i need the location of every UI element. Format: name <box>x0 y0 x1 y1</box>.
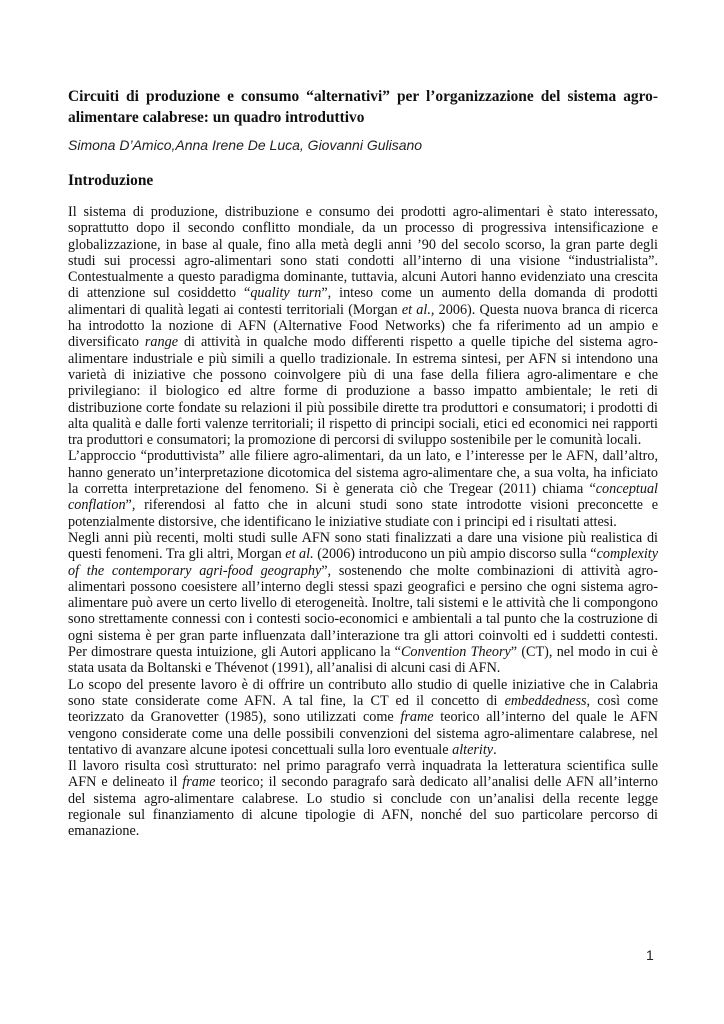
italic-run: et al., <box>401 301 435 318</box>
section-heading: Introduzione <box>68 172 154 189</box>
body-paragraph <box>68 677 658 758</box>
text-run: Lo scopo del presente lavoro è di offrire un contributo allo studio di quelle iniziative che in Calabria sono state considerate come AFN. A tal fine, la CT ed il concetto di <box>68 676 658 709</box>
page-number: 1 <box>646 947 654 963</box>
text-run: (2006) introducono un più ampio discorso sulla “ <box>313 546 597 563</box>
text-run: ” (CT), nel modo in cui è stata usata da Boltanski e Thévenot (1991), all’analisi di alcuni casi di AFN. <box>68 644 658 677</box>
body-paragraph <box>68 204 658 448</box>
italic-run: quality turn <box>250 285 322 302</box>
body-paragraph <box>68 530 658 677</box>
text-run: ”, sostenendo che molte combinazioni di attività agro-alimentari possono coesistere all’interno degli stessi spazi geografici e persino che ogni sistema agro-alimentare può avere un certo livello di eterogeneità. Inoltre, tali sistemi e le attività che li compongono sono strettamente connessi con i contesti socio-economici e ambientali a tal punto che la costruzione di ogni sistema è per gran parte influenzata dall’interazione tra gli attori coinvolti ed i suddetti contesti. Per dimostrare questa intuizione, gli Autori applicano la “ <box>68 562 658 661</box>
body-paragraph <box>68 448 658 529</box>
text-run: , così come teorizzato da Granovetter (1985), sono utilizzati come <box>68 692 658 726</box>
text-run: teorico all’interno del quale le AFN vengono considerate come una delle possibili convenzioni del sistema agro-alimentare calabrese, nel tentativo di avanzare alcune ipotesi concettuali sulla loro eventuale <box>68 709 659 758</box>
italic-run: embeddedness <box>504 692 587 709</box>
body-text <box>68 204 658 840</box>
italic-run: frame <box>400 709 434 726</box>
author-list: Simona D’Amico,Anna Irene De Luca, Giovanni Gulisano <box>68 137 423 153</box>
text-run: teorico; il secondo paragrafo sarà dedicato all’analisi delle AFN all’interno del sistema agro-alimentare calabrese. Lo studio si conclude con un’analisi della recente legge regionale sul finanziamento di alcune tipologie di AFN, nonché del suo particolare percorso di emanazione. <box>68 774 658 840</box>
italic-run: frame <box>182 774 216 791</box>
italic-run: complexity of the contemporary agri-food geography <box>68 546 659 579</box>
text-run: L’approccio “produttivista” alle filiere agro-alimentari, da un lato, e l’interesse per le AFN, dall’altro, hanno generato un’interpretazione dicotomica del sistema agro-alimentare che, a sua volta, ha inficiato la corretta interpretazione del fenomeno. Si è generata ciò che Tregear (2011) chiama “ <box>68 448 658 498</box>
text-run: ”, inteso come un aumento della domanda di prodotti alimentari di qualità legati ai contesti territoriali (Morgan <box>68 285 658 318</box>
italic-run: alterity <box>452 741 494 758</box>
text-run: 2006). Questa nuova branca di ricerca ha introdotto la nozione di AFN (Alternative Food Networks) che fa riferimento ad un ampio e diversificato <box>68 301 658 351</box>
text-run: Il sistema di produzione, distribuzione e consumo dei prodotti agro-alimentari è stato interessato, soprattutto dopo il secondo conflitto mondiale, da un processo di progressiva intensificazione e globalizzazione, in base al quale, fino alla metà degli anni ’90 del secolo scorso, la gran parte degli studi sui processi agro-alimentari sono stati condotti all’interno di una visione “industrialista”. Contestualmente a questo paradigma dominante, tuttavia, alcuni Autori hanno evidenziato una crescita di attenzione sul cosiddetto “ <box>68 204 658 302</box>
italic-run: range <box>144 334 178 351</box>
text-run: Negli anni più recenti, molti studi sulle AFN sono stati finalizzati a dare una visione più realistica di questi fenomeni. Tra gli altri, Morgan <box>68 529 658 563</box>
text-run: Il lavoro risulta così strutturato: nel primo paragrafo verrà inquadrata la letteratura scientifica sulle AFN e delineato il <box>68 758 658 791</box>
text-run: . <box>493 741 497 758</box>
italic-run: conceptual conflation <box>68 481 658 514</box>
text-run: di attività in qualche modo differenti rispetto a quelle tipiche del sistema agro-alimentare industriale e più simili a quello tradizionale. In estrema sintesi, per AFN si intendono una varietà di iniziative che possono coinvolgere più di una fase della filiera agro-alimentare e che privilegiano: il biologico ed altre forme di produzione a basso impatto ambientale; le reti di distribuzione corte fondate su relazioni il più possibile dirette tra produttori e consumatori; i prodotti di alta qualità e dalle forti valenze territoriali; il rispetto di principi sociali, etici ed economici nei rapporti tra produttori e consumatori; la promozione di percorsi di sviluppo sostenibile per le comunità locali. <box>68 334 658 449</box>
body-paragraph <box>68 758 658 839</box>
italic-run: et al. <box>285 546 314 563</box>
paper-title: Circuiti di produzione e consumo “alternativi” per l’organizzazione del sistema agro-alimentare calabrese: un quadro introduttivo <box>68 88 658 126</box>
text-run: ”, riferendosi al fatto che in alcuni studi sono state introdotte visioni preconcette e potenzialmente distorsive, che identificano le iniziative studiate con i principi ed i risultati attesi. <box>68 497 658 530</box>
italic-run: Convention Theory <box>400 644 511 661</box>
